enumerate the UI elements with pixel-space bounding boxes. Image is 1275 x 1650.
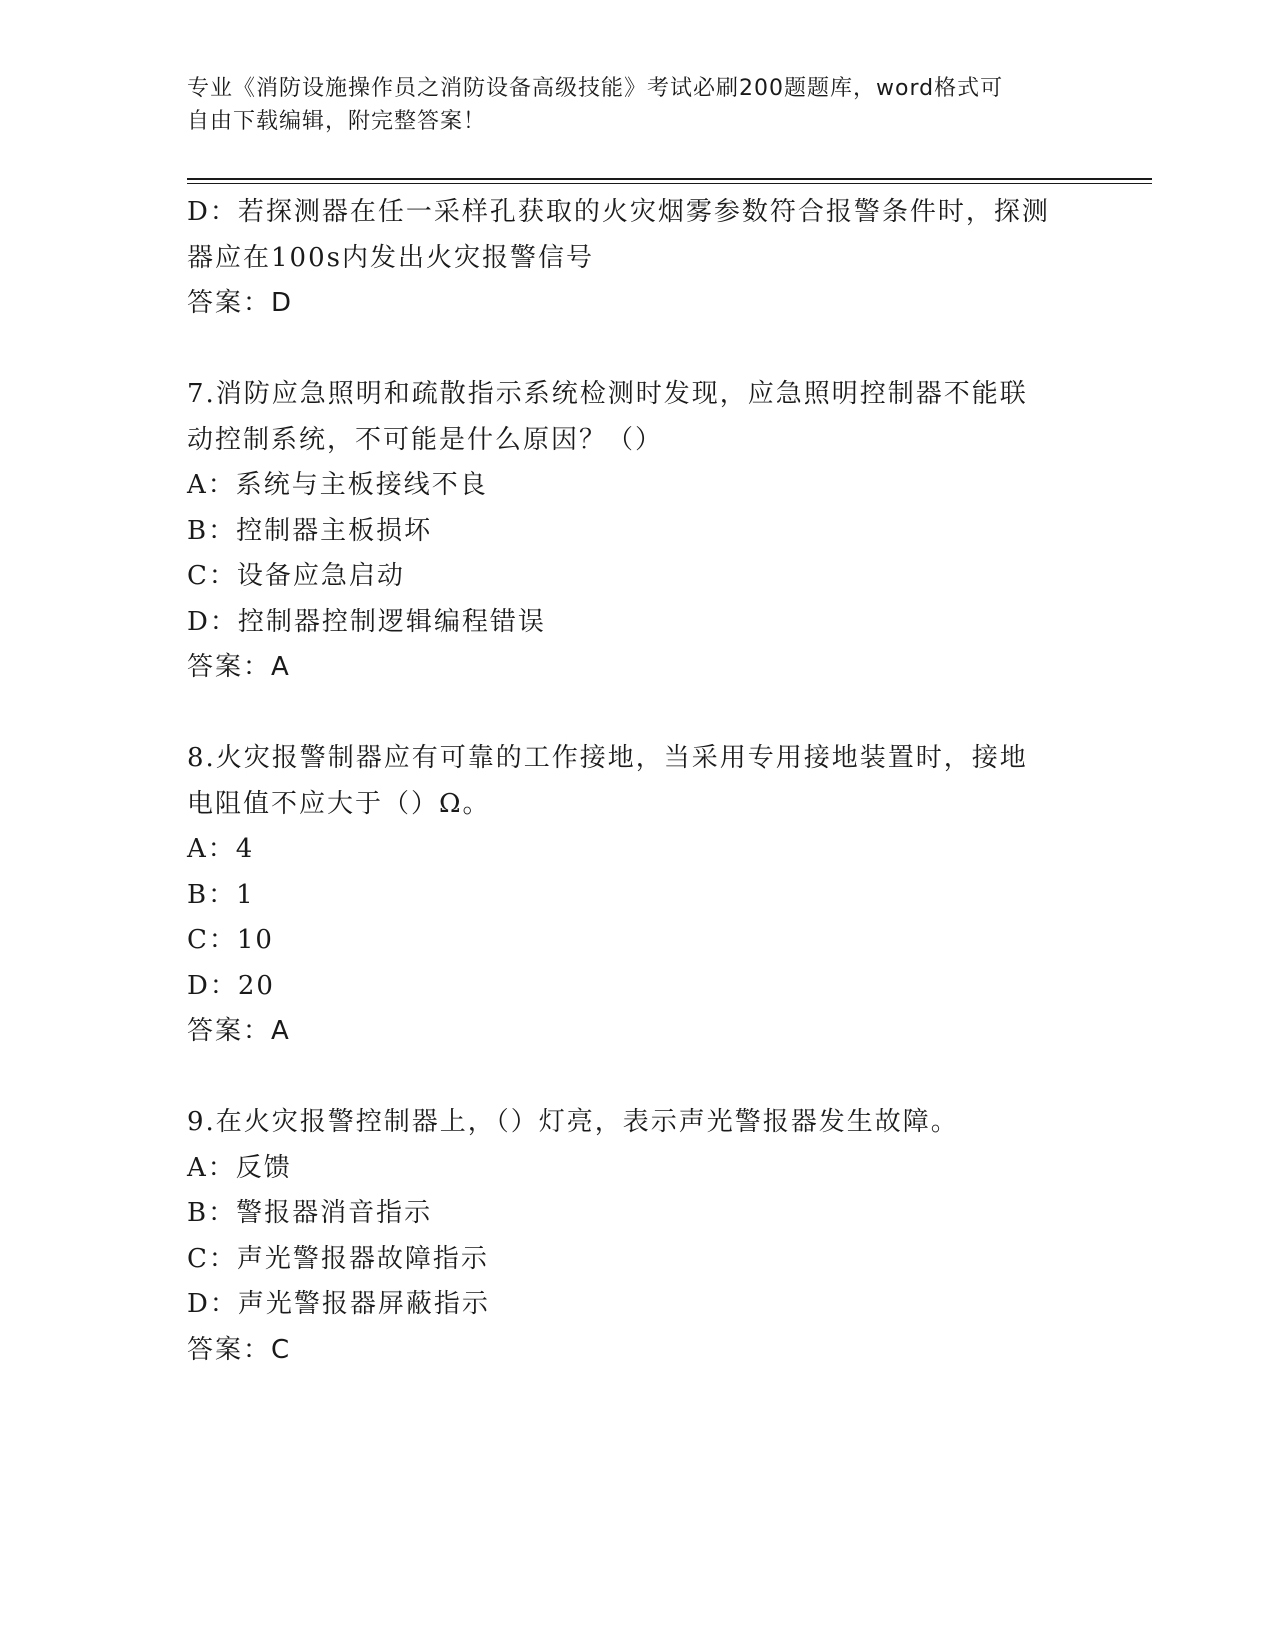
previous-question-tail	[187, 190, 1087, 327]
question-7	[187, 372, 1087, 691]
question-8	[187, 736, 1087, 1055]
spacer	[187, 327, 1087, 373]
question-list	[187, 190, 1087, 1373]
header-title-line-1: 专业《消防设施操作员之消防设备高级技能》考试必刷200题题库，word格式可	[187, 76, 1004, 101]
question-stem: 7.消防应急照明和疏散指示系统检测时发现，应急照明控制器不能联	[187, 379, 1028, 409]
option-a: A：反馈	[187, 1152, 292, 1183]
option-b: B：控制器主板损坏	[187, 515, 433, 546]
spacer	[187, 691, 1087, 737]
question-stem: 8.火灾报警制器应有可靠的工作接地，当采用专用接地装置时，接地	[187, 743, 1028, 773]
question-stem-continued: 动控制系统，不可能是什么原因？（）	[187, 424, 664, 455]
question-stem-continued: 电阻值不应大于（）Ω。	[187, 788, 491, 819]
option-c: C：10	[187, 925, 274, 955]
option-a: A：4	[187, 834, 255, 864]
answer-line: 答案：C	[187, 1334, 292, 1365]
header-title-line-2: 自由下载编辑，附完整答案！	[187, 109, 487, 134]
option-d-continued: 器应在100s内发出火灾报警信号	[187, 242, 594, 273]
option-d: D：若探测器在任一采样孔获取的火灾烟雾参数符合报警条件时，探测	[187, 197, 1050, 227]
document-header	[187, 72, 1087, 138]
option-d: D：控制器控制逻辑编程错误	[187, 606, 546, 637]
spacer	[187, 1055, 1087, 1101]
option-d: D：声光警报器屏蔽指示	[187, 1289, 490, 1319]
header-divider-thin	[187, 183, 1152, 184]
answer-line: 答案：A	[187, 1016, 291, 1046]
question-stem: 9.在火灾报警控制器上，（）灯亮，表示声光警报器发生故障。	[187, 1107, 959, 1137]
answer-line: 答案：D	[187, 288, 294, 318]
option-b: B：1	[187, 879, 255, 910]
option-c: C：设备应急启动	[187, 561, 405, 591]
option-a: A：系统与主板接线不良	[187, 470, 488, 500]
answer-line: 答案：A	[187, 652, 291, 682]
question-9	[187, 1100, 1087, 1373]
option-d: D：20	[187, 970, 275, 1001]
option-c: C：声光警报器故障指示	[187, 1243, 489, 1274]
option-b: B：警报器消音指示	[187, 1198, 433, 1228]
header-divider-thick	[187, 178, 1152, 180]
